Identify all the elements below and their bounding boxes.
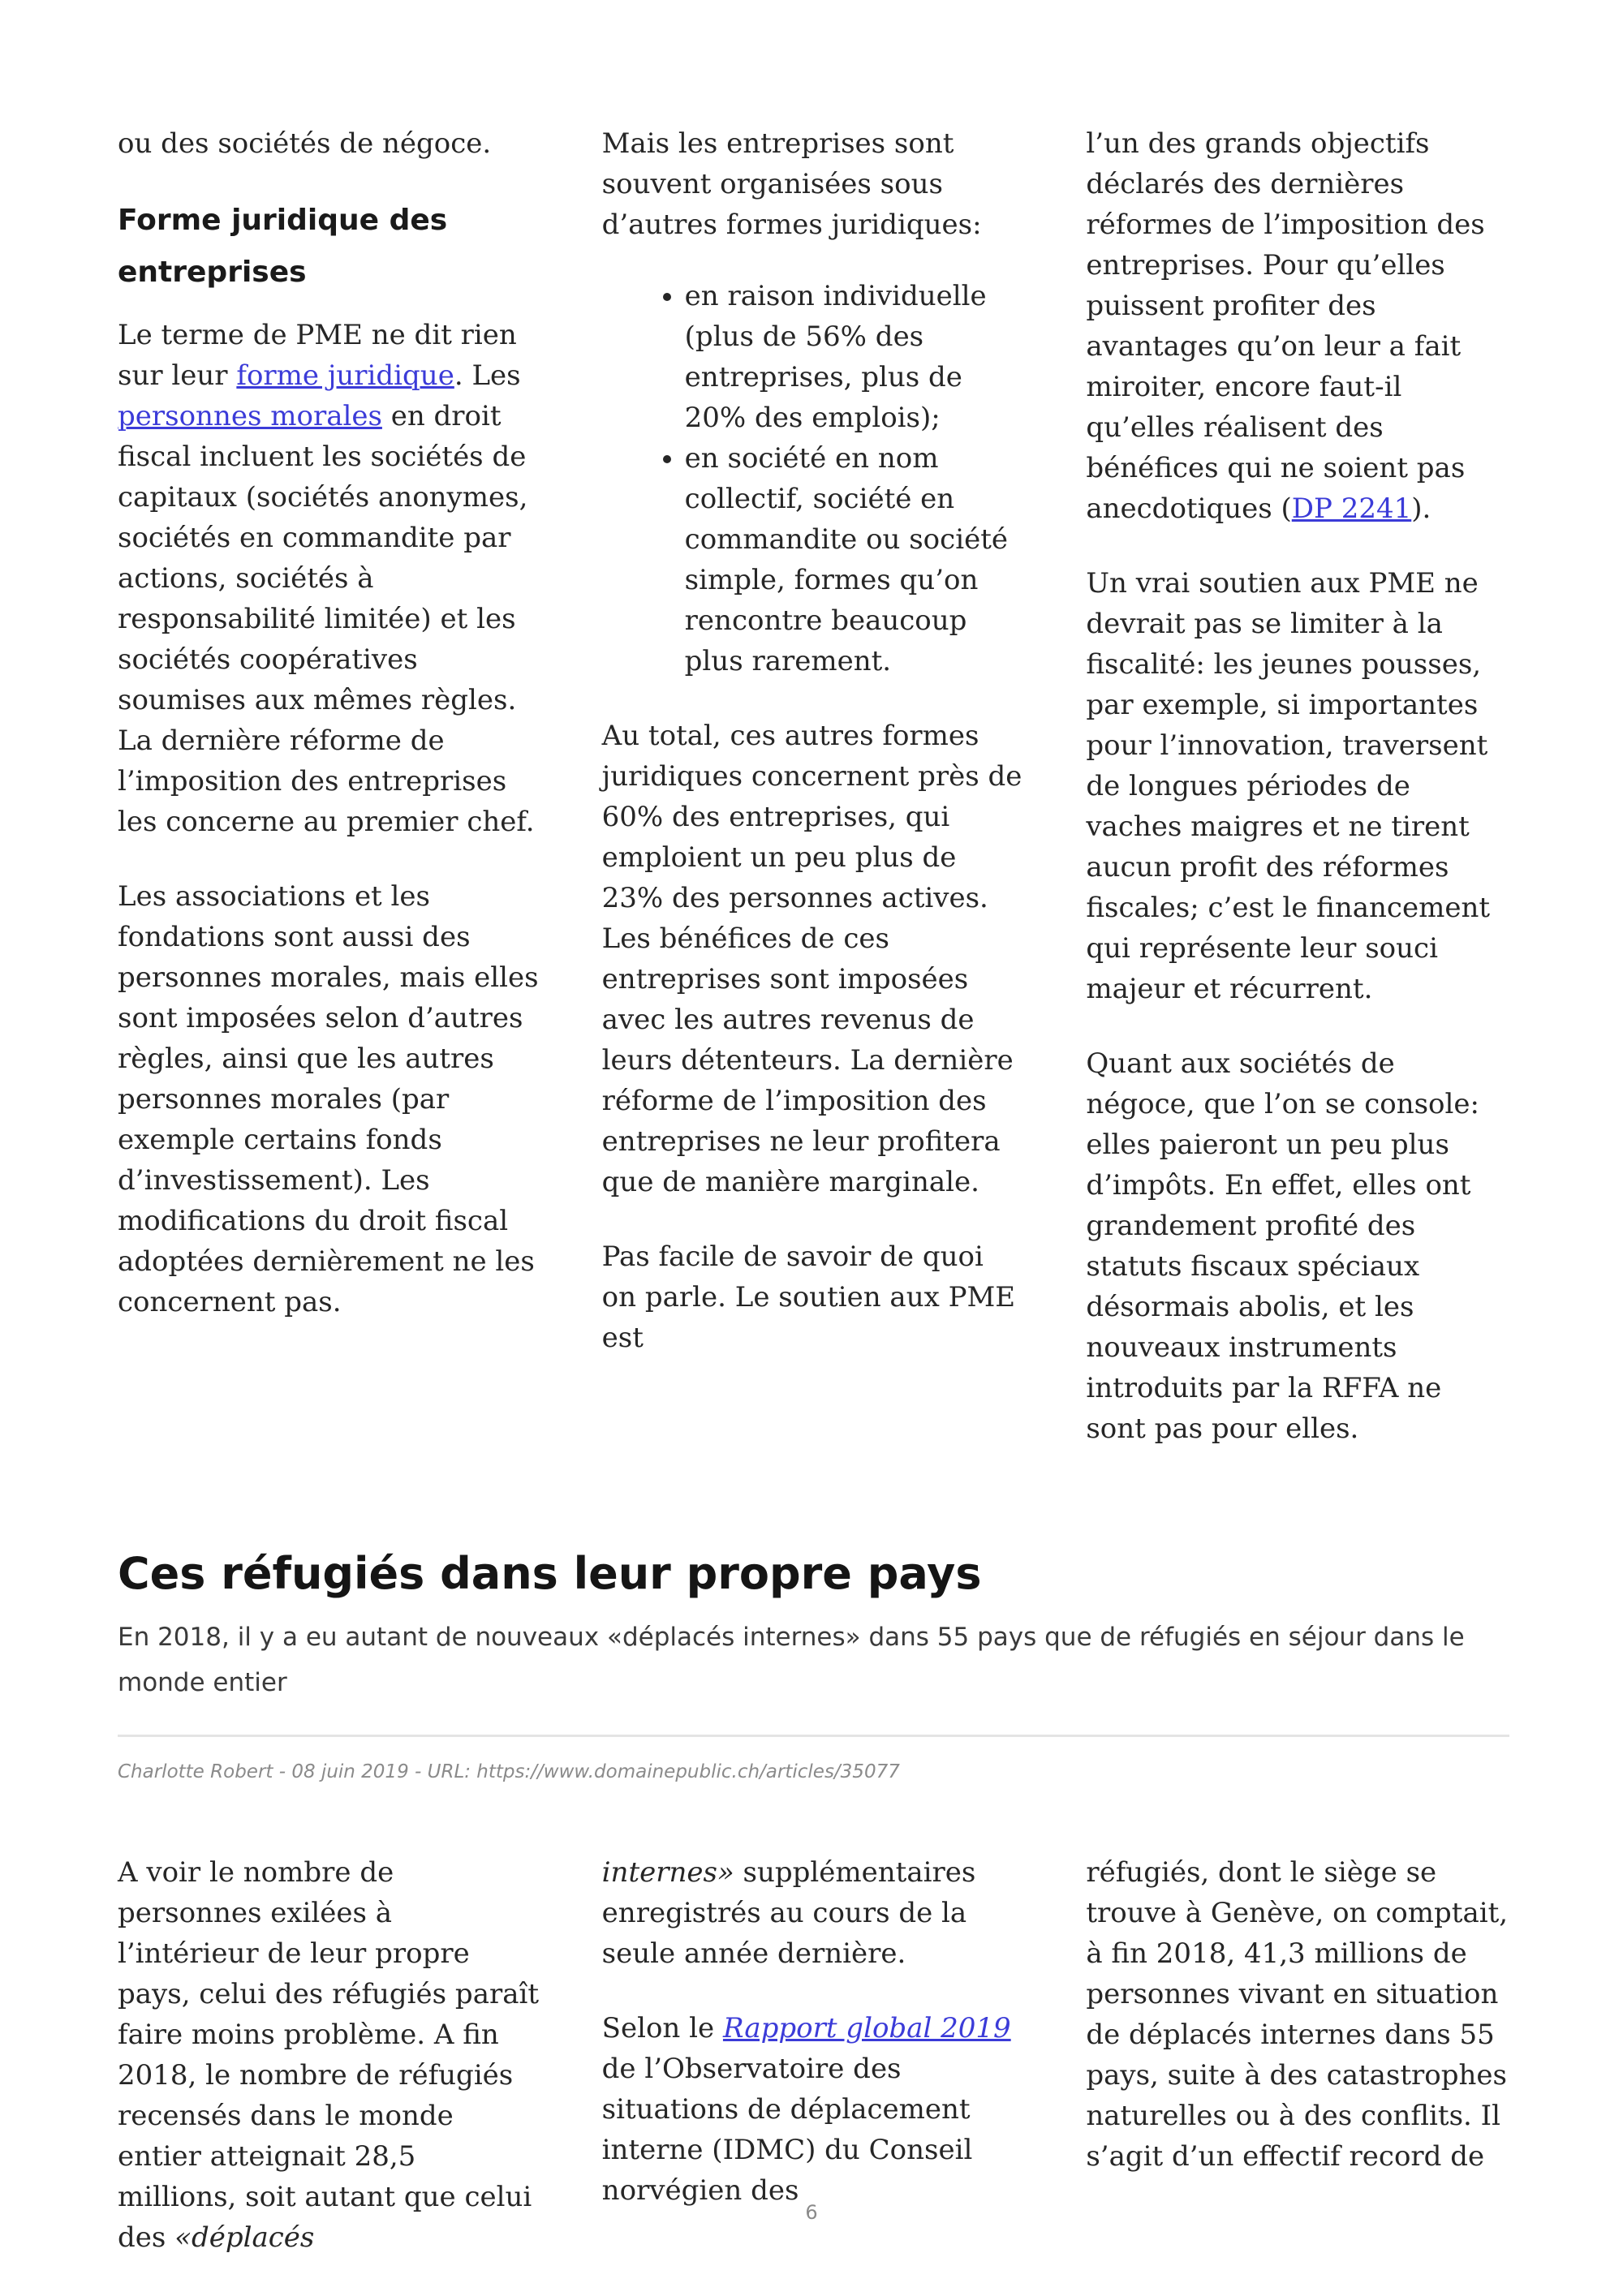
text-run: de l’Observatoire des situations de déplacement interne (IDMC) du Conseil norvégien des — [601, 2053, 973, 2207]
paragraph: Un vrai soutien aux PME ne devrait pas se limiter à la fiscalité: les jeunes pousses, par exemple, si importantes pour l’innovation, traversent de longues périodes de vaches maigres et ne tirent aucun profit des réformes fiscales; c’est le financement qui représente leur souci majeur et récurrent. — [1086, 567, 1491, 1005]
column-1 — [118, 1852, 541, 2258]
bullet-list — [602, 276, 1026, 681]
column-3 — [1086, 1852, 1509, 2258]
column-2 — [602, 123, 1026, 1449]
link-rapport-global-2019[interactable] — [723, 2012, 1011, 2044]
emphasis-text: «déplacés — [174, 2221, 315, 2254]
page-number: 6 — [805, 2201, 818, 2224]
paragraph: Les associations et les fondations sont aussi des personnes morales, mais elles sont imposées selon d’autres règles, ainsi que les autres personnes morales (par exemple certains fonds d’investissement). Les modifications du droit fiscal adoptées dernièrement ne les concernent pas. — [118, 880, 539, 1318]
paragraph — [1086, 123, 1509, 529]
text-run: Selon le — [601, 2012, 723, 2044]
paragraph: Pas facile de savoir de quoi on parle. Le soutien aux PME est — [601, 1240, 1016, 1354]
article-lead: En 2018, il y a eu autant de nouveaux «déplacés internes» dans 55 pays que de réfugiés en séjour dans le monde entier — [118, 1623, 1465, 1697]
text-run: ). — [1411, 492, 1431, 525]
divider — [118, 1735, 1509, 1737]
text-run: en droit fiscal incluent les sociétés de capitaux (sociétés anonymes, sociétés en commandite par actions, sociétés à responsabilité limitée) et les sociétés coopératives soumises aux mêmes règles. La dernière réforme de l’imposition des entreprises les concerne au premier chef. — [118, 400, 535, 838]
paragraph: réfugiés, dont le siège se trouve à Genève, on comptait, à fin 2018, 41,3 millions de personnes vivant en situation de déplacés internes dans 55 pays, suite à des catastrophes naturelles ou à des conflits. Il s’agit d’un effectif record de — [1086, 1856, 1509, 2173]
paragraph: ou des sociétés de négoce. — [118, 127, 492, 160]
column-2 — [602, 1852, 1026, 2258]
paragraph: Mais les entreprises sont souvent organisées sous d’autres formes juridiques: — [601, 127, 982, 241]
paragraph: Quant aux sociétés de négoce, que l’on se console: elles paieront un peu plus d’impôts. En effet, elles ont grandement profité des statuts fiscaux spéciaux désormais abolis, et les nouveaux instruments introduits par la RFFA ne sont pas pour elles. — [1086, 1047, 1479, 1445]
column-3 — [1086, 123, 1509, 1449]
link-forme-juridique[interactable]: forme juridique — [236, 359, 454, 392]
paragraph — [118, 315, 541, 842]
emphasis-text: internes» — [601, 1856, 734, 1889]
paragraph — [602, 2008, 1026, 2211]
text-run: l’un des grands objectifs déclarés des dernières réformes de l’imposition des entreprises. Pour qu’elles puissent profiter des avantages qu’on leur a fait miroiter, encore faut-il qu’elles réalisent des bénéfices qui ne soient pas anecdotiques ( — [1086, 127, 1485, 525]
text-run: supplémentaires enregistrés au cours de la seule année dernière. — [601, 1856, 976, 1970]
list-item: • en société en nom collectif, société en commandite ou société simple, formes qu’on rencontre beaucoup plus rarement. — [685, 438, 1026, 681]
article-body-columns-2 — [118, 1852, 1509, 2258]
section-heading: Forme juridique des entreprises — [118, 204, 448, 289]
column-1 — [118, 123, 541, 1449]
text-run: . Les — [454, 359, 521, 392]
text-run: A voir le nombre de personnes exilées à l’intérieur de leur propre pays, celui des réfugiés paraît faire moins problème. A fin 2018, le nombre de réfugiés recensés dans le monde entier atteignait 28,5 millions, soit autant que celui des — [118, 1856, 540, 2254]
article-body-columns — [118, 123, 1509, 1449]
paragraph: Au total, ces autres formes juridiques concernent près de 60% des entreprises, qui emploient un peu plus de 23% des personnes actives. Les bénéfices de ces entreprises sont imposées avec les autres revenus de leurs détenteurs. La dernière réforme de l’imposition des entreprises ne leur profitera que de manière marginale. — [601, 720, 1022, 1198]
article-meta: Charlotte Robert - 08 juin 2019 - URL: https://www.domainepublic.ch/articles/35077 — [118, 1761, 900, 1782]
list-item: • en raison individuelle (plus de 56% des entreprises, plus de 20% des emplois); — [685, 276, 1026, 438]
link-personnes-morales[interactable]: personnes morales — [118, 400, 382, 432]
paragraph — [602, 1852, 1026, 1974]
paragraph — [118, 1852, 541, 2258]
link-dp-2241[interactable]: DP 2241 — [1291, 492, 1412, 525]
article-title: Ces réfugiés dans leur propre pays — [118, 1548, 982, 1599]
text-run: Le terme de PME ne dit rien sur leur — [118, 319, 517, 392]
link-text: Rapport global 2019 — [722, 2012, 1011, 2044]
